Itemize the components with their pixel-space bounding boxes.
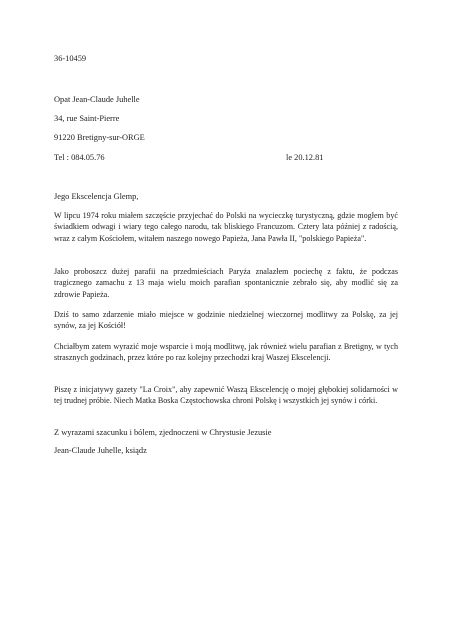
paragraph-4: Chciałbym zatem wyrazić moje wsparcie i moją modlitwę, jak również wielu parafian z Bretigny, w tych strasznych godzinach, przez które po raz kolejny przechodzi kraj Waszej Ekscelencji. (54, 342, 398, 363)
sender-city: 91220 Bretigny-sur-ORGE (54, 133, 145, 142)
paragraph-1: W lipcu 1974 roku miałem szczęście przyjechać do Polski na wycieczkę turystyczną, gdzie mogłem być świadkiem odwagi i wiary tego całego narodu, tak bliskiego Francuzom. Cztery lata później z radością, wraz z całym Kościołem, witałem naszego nowego Papieża, Jana Pawła II, "polskiego Papieża". (54, 211, 398, 243)
salutation: Jego Ekscelencja Glemp, (54, 192, 139, 201)
sender-telephone: Tel : 084.05.76 (54, 153, 105, 162)
sender-street: 34, rue Saint-Pierre (54, 114, 120, 123)
paragraph-5: Piszę z inicjatywy gazety "La Croix", aby zapewnić Waszą Ekscelencję o mojej głębokiej solidarności w tej trudnej próbie. Niech Matka Boska Częstochowska chroni Polskę i wszystkich jej synów i córki. (54, 385, 398, 406)
paragraph-2: Jako proboszcz dużej parafii na przedmieściach Paryża znalazłem pociechę z faktu, że podczas tragicznego zamachu z 13 maja wielu moich parafian spontanicznie zebrało się, aby modlić się za zdrowie Papieża. (54, 267, 398, 299)
letter-date: le 20.12.81 (286, 153, 324, 162)
document-reference: 36-10459 (54, 54, 87, 63)
closing-line: Z wyrazami szacunku i bólem, zjednoczeni w Chrystusie Jezusie (54, 428, 272, 437)
paragraph-3: Dziś to samo zdarzenie miało miejsce w godzinie niedzielnej wieczornej modlitwy za Polskę, za jej synów, za jej Kościół! (54, 310, 398, 331)
signature: Jean-Claude Juhelle, ksiądz (54, 446, 147, 455)
sender-name: Opat Jean-Claude Juhelle (54, 95, 140, 104)
